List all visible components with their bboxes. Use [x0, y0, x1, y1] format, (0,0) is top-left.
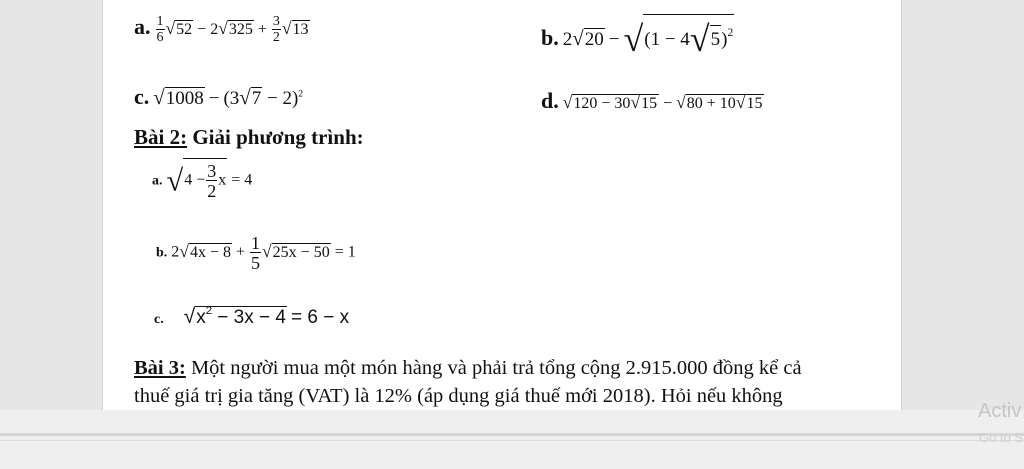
denominator: 2: [207, 181, 217, 201]
sqrt: $√(1 - 4√5)^2$: [623, 14, 734, 60]
problem-3-line-2: [134, 385, 783, 408]
fraction: [272, 15, 281, 45]
sqrt: $√x^2 - 3x - 4$: [183, 305, 286, 329]
exponent: 2: [298, 88, 304, 100]
exercise-label: a.: [134, 14, 151, 39]
radicand: 13: [292, 21, 309, 38]
radicand: 15: [641, 95, 658, 112]
section-number: Bài 3:: [134, 357, 186, 379]
numerator: 3: [207, 161, 217, 181]
exercise-1b: [541, 14, 734, 60]
exercise-label: d.: [541, 88, 559, 113]
expression-part: (3: [223, 88, 240, 109]
page-edge-line-2: [0, 440, 1024, 441]
radicand: 1008: [165, 88, 204, 109]
exercise-label: b.: [541, 25, 559, 50]
exercise-label: c.: [134, 84, 150, 109]
numerator: 1: [156, 14, 164, 30]
operator: +: [235, 243, 246, 261]
fraction: [250, 234, 261, 272]
expression-part: 120 − 30: [573, 95, 631, 112]
document-page: [103, 0, 901, 410]
sqrt: √13: [281, 18, 309, 38]
sqrt: √120 − 30√15: [562, 92, 658, 112]
section-heading-2: [134, 125, 364, 150]
variable: x: [218, 171, 227, 189]
radicand: 325: [228, 21, 253, 38]
sqrt: √7: [239, 85, 262, 109]
problem-3-line-1: [134, 357, 802, 380]
page-edge-line: [0, 433, 1024, 436]
equation-rhs: = 6 − x: [290, 307, 350, 329]
sqrt: √1008: [153, 85, 204, 109]
operator: −: [608, 29, 620, 50]
section-number: Bài 2:: [134, 125, 188, 149]
sqrt: √4 − $\frac{3}{2}$ x: [167, 158, 228, 200]
equation-2c: [154, 305, 349, 329]
fraction: [206, 162, 217, 200]
expression-part: (1 − 4: [644, 29, 690, 50]
radicand: 5: [710, 25, 722, 51]
operator: +: [257, 21, 267, 38]
expression-part: − 2): [262, 88, 299, 109]
radicand: 4x − 8: [189, 243, 231, 261]
radicand: 52: [176, 21, 193, 38]
equation-rhs: = 4: [231, 171, 253, 189]
denominator: 2: [272, 30, 280, 46]
exponent: 2: [727, 26, 734, 39]
denominator: 6: [156, 30, 164, 46]
sqrt: √15: [735, 92, 763, 112]
exercise-label: b.: [156, 245, 168, 261]
sqrt: √20: [572, 26, 604, 50]
fraction: [156, 15, 165, 45]
expression-part: − 3x − 4: [212, 307, 286, 329]
equation-2a: [152, 158, 252, 200]
coefficient: 2: [210, 21, 219, 38]
activation-watermark: Activ: [978, 400, 1022, 422]
radicand: 15: [746, 95, 763, 112]
exercise-label: c.: [154, 312, 164, 328]
numerator: 1: [251, 233, 261, 253]
sqrt: √325: [218, 18, 253, 38]
exponent: 2: [205, 305, 213, 317]
sqrt: √52: [165, 18, 193, 38]
exercise-label: a.: [152, 173, 163, 189]
equation-2b: [156, 234, 356, 272]
equation-rhs: = 1: [334, 243, 356, 261]
variable: x: [196, 307, 206, 329]
operator: −: [197, 21, 207, 38]
sqrt: √80 + 10√15: [676, 92, 763, 112]
radicand: 7: [251, 88, 262, 109]
exercise-1a: [134, 14, 310, 45]
operator: −: [208, 88, 220, 109]
activation-watermark-subtext: Go to S: [979, 430, 1024, 445]
sqrt: √5: [689, 19, 721, 59]
coefficient: 2: [171, 243, 180, 261]
denominator: 5: [251, 253, 261, 273]
expression-part: ): [721, 29, 728, 50]
expression-part: 4 −: [184, 171, 206, 189]
numerator: 3: [272, 14, 280, 30]
radicand: 20: [584, 29, 604, 50]
exercise-1d: [541, 88, 764, 114]
operator: −: [663, 95, 673, 112]
problem-text: thuế giá trị gia tăng (VAT) là 12% (áp dụng giá thuế mới 2018). Hỏi nếu không: [134, 385, 783, 407]
problem-text: Một người mua một món hàng và phải trả tổng cộng 2.915.000 đồng kể cả: [190, 357, 802, 379]
section-title: Giải phương trình:: [192, 125, 364, 149]
radicand: 25x − 50: [272, 243, 330, 261]
sqrt: √25x − 50: [262, 240, 330, 261]
coefficient: 2: [562, 29, 573, 50]
expression-part: 80 + 10: [686, 95, 736, 112]
sqrt: √4x − 8: [179, 240, 231, 261]
sqrt: √15: [630, 92, 658, 112]
exercise-1c: [134, 84, 303, 110]
